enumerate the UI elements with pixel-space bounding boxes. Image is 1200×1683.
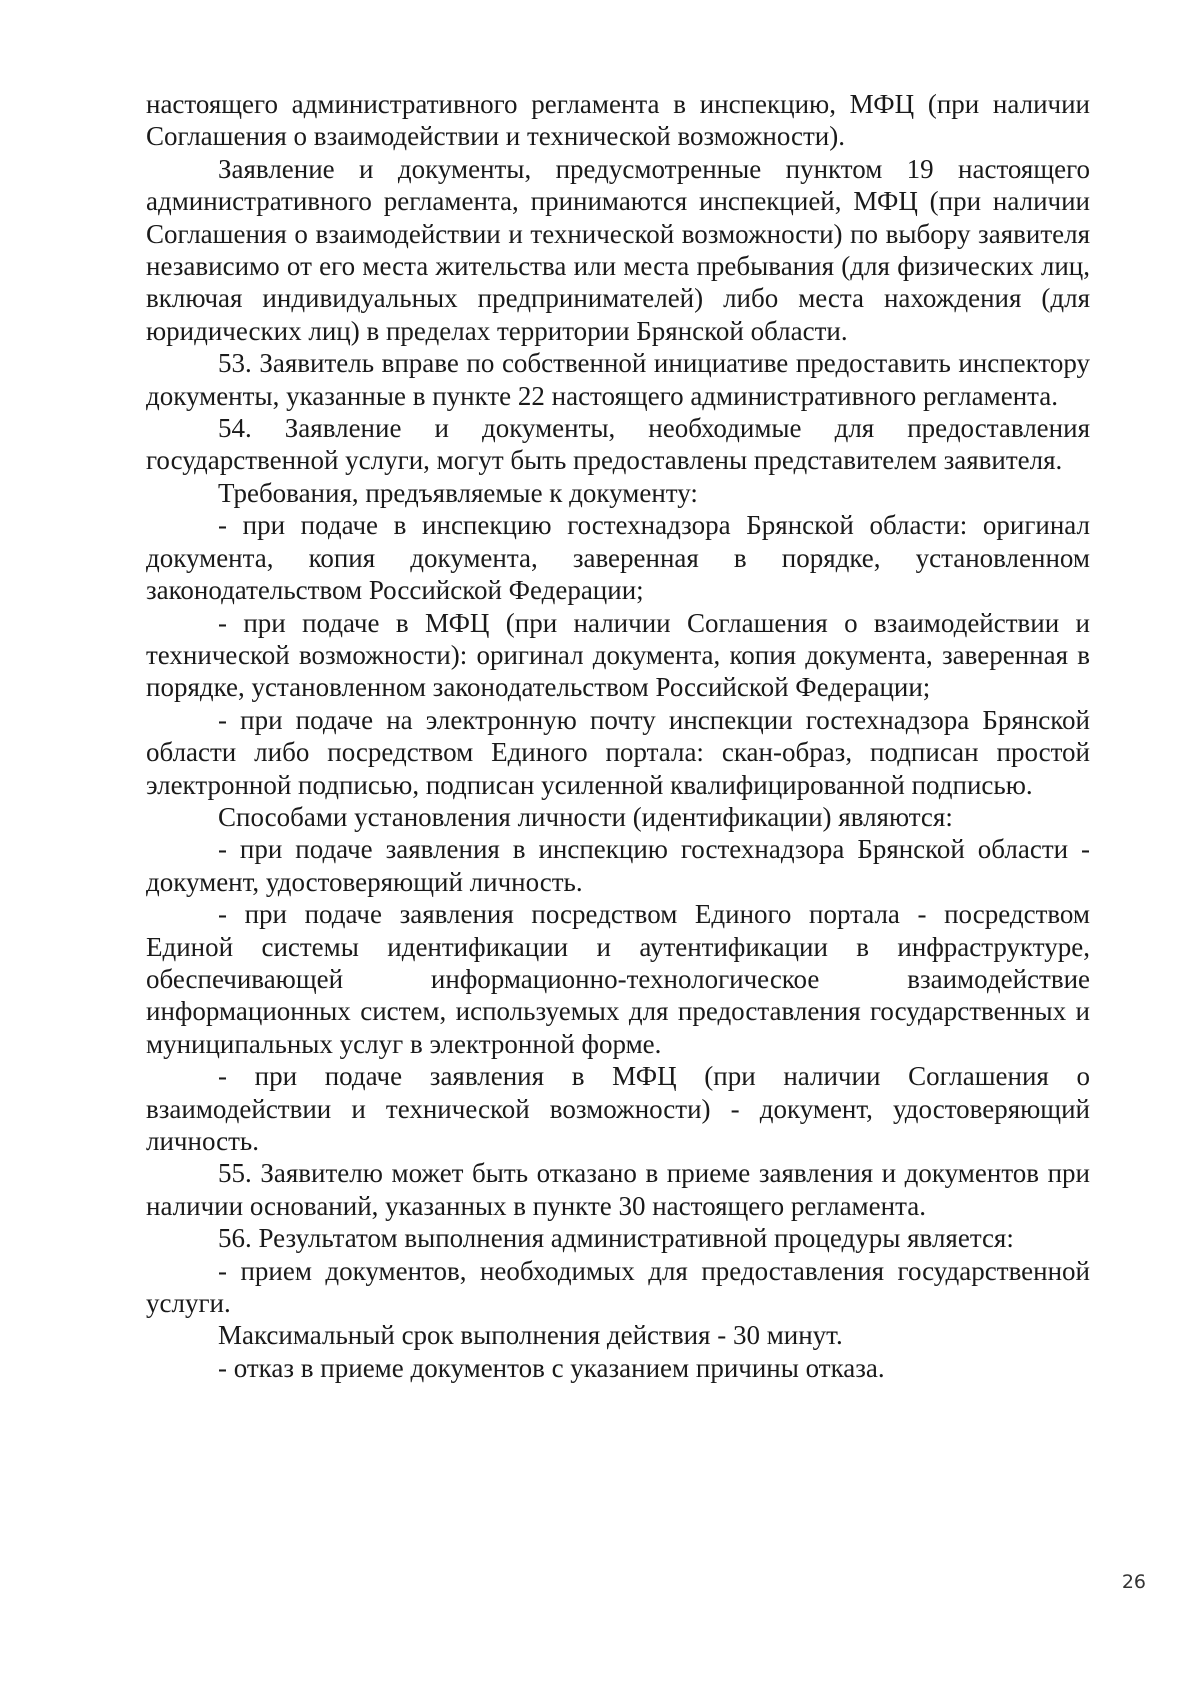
paragraph-identification-portal: - при подаче заявления посредством Единого портала - посредством Единой системы идентификации и аутентификации в инфраструктуре, обеспечивающей информационно-технологическое взаимодействие информационных систем, используемых для предоставления государственных и муниципальных услуг в электронной форме.: [146, 899, 1090, 1059]
paragraph-requirements-heading: Требования, предъявляемые к документу:: [218, 477, 698, 508]
paragraph-max-time: Максимальный срок выполнения действия - 30 минут.: [218, 1320, 843, 1351]
document-body: [146, 88, 1090, 1384]
paragraph-identification-inspection: - при подаче заявления в инспекцию гостехнадзора Брянской области - документ, удостоверяющий личность.: [146, 834, 1090, 897]
paragraph-item-56: 56. Результатом выполнения административной процедуры является:: [218, 1223, 1014, 1254]
paragraph-requirement-inspection: - при подаче в инспекцию гостехнадзора Брянской области: оригинал документа, копия документа, заверенная в порядке, установленном законодательством Российской Федерации;: [146, 510, 1090, 606]
page-number: 26: [1121, 1571, 1146, 1593]
paragraph-identification-mfc: - при подаче заявления в МФЦ (при наличии Соглашения о взаимодействии и технической возможности) - документ, удостоверяющий личность.: [146, 1061, 1090, 1156]
paragraph-continuation: настоящего административного регламента в инспекцию, МФЦ (при наличии Соглашения о взаимодействии и технической возможности).: [146, 89, 1090, 152]
paragraph-result-refusal: - отказ в приеме документов с указанием причины отказа.: [218, 1352, 885, 1383]
paragraph-item-54: 54. Заявление и документы, необходимые для предоставления государственной услуги, могут быть предоставлены представителем заявителя.: [146, 413, 1090, 476]
paragraph-item-55: 55. Заявителю может быть отказано в приеме заявления и документов при наличии оснований, указанных в пункте 30 настоящего регламента.: [146, 1158, 1090, 1221]
paragraph-result-accept: - прием документов, необходимых для предоставления государственной услуги.: [146, 1255, 1090, 1319]
paragraph-requirement-email: - при подаче на электронную почту инспекции гостехнадзора Брянской области либо посредством Единого портала: скан-образ, подписан простой электронной подписью, подписан усиленной квалифицированной подписью.: [146, 704, 1090, 800]
paragraph-item-53: 53. Заявитель вправе по собственной инициативе предоставить инспектору документы, указанные в пункте 22 настоящего административного регламента.: [146, 348, 1090, 411]
paragraph-requirement-mfc: - при подаче в МФЦ (при наличии Соглашения о взаимодействии и технической возможности): оригинал документа, копия документа, заверенная в порядке, установленном законодательством Российской Федерации;: [146, 607, 1090, 703]
paragraph-application-documents: Заявление и документы, предусмотренные пунктом 19 настоящего административного регламента, принимаются инспекцией, МФЦ (при наличии Соглашения о взаимодействии и технической возможности) по выбору заявителя независимо от его места жительства или места пребывания (для физических лиц, включая индивидуальных предпринимателей) либо места нахождения (для юридических лиц) в пределах территории Брянской области.: [146, 153, 1090, 346]
paragraph-identification-heading: Способами установления личности (идентификации) являются:: [218, 801, 953, 832]
